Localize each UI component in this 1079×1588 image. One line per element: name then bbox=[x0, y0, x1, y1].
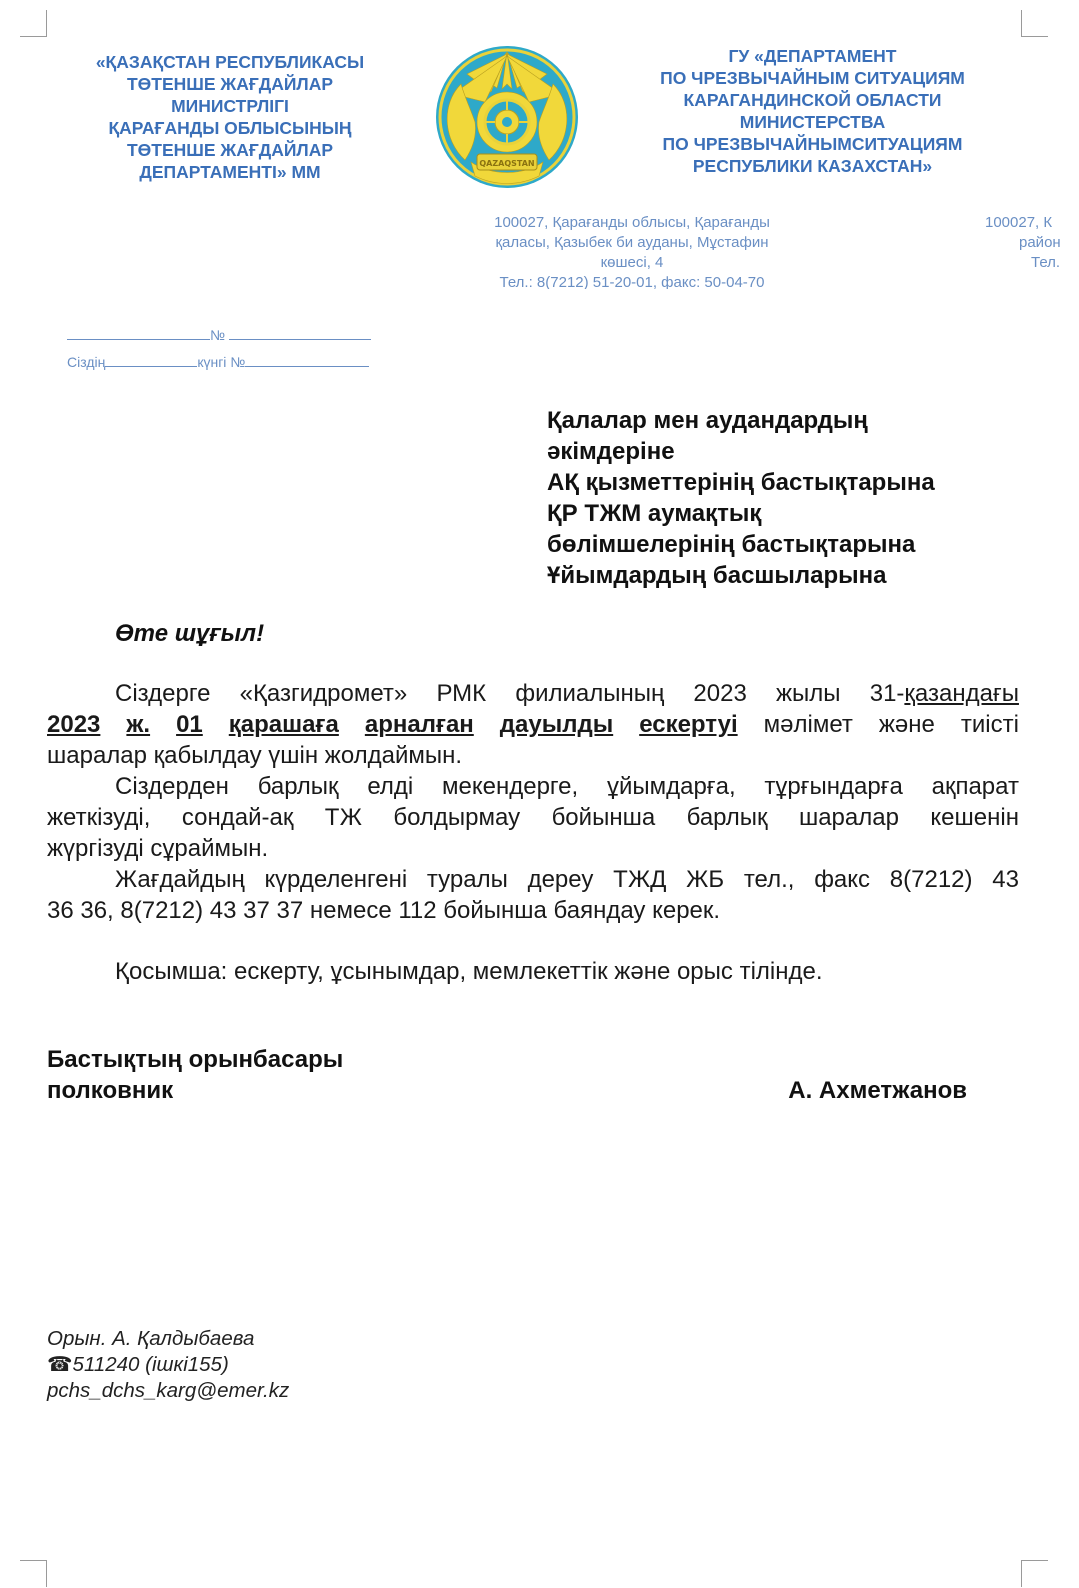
header-ru bbox=[640, 45, 985, 177]
signature-block bbox=[47, 1044, 967, 1106]
executor-phone: ☎511240 (ішкі155) bbox=[47, 1353, 229, 1376]
signer-position: Бастықтың орынбасары bbox=[47, 1046, 344, 1073]
address-ru bbox=[985, 213, 1079, 289]
address-line: 100027, К bbox=[985, 214, 1053, 231]
executor-name: Орын. А. Қалдыбаева bbox=[47, 1327, 255, 1350]
attachment-line: Қосымша: ескерту, ұсынымдар, мемлекеттік және орыс тілінде. bbox=[115, 958, 823, 985]
address-line: район bbox=[1019, 234, 1061, 251]
header-kz-line: МИНИСТРЛІГІ bbox=[171, 96, 289, 116]
header-ru-line: МИНИСТЕРСТВА bbox=[739, 112, 886, 132]
body-line: 36 36, 8(7212) 43 37 37 немесе 112 бойынша баяндау керек. bbox=[47, 897, 721, 924]
body-line: Сіздерден барлық елді мекендерге, ұйымдарға, тұрғындарға ақпарат bbox=[115, 773, 1019, 800]
page-corner-mark bbox=[1021, 1560, 1048, 1587]
addressee-line: АҚ қызметтерінің бастықтарына bbox=[547, 469, 935, 496]
date-label: күнгі № bbox=[197, 354, 246, 370]
header-ru-line: ГУ «ДЕПАРТАМЕНТ bbox=[728, 46, 897, 66]
body-line: жеткізуді, сондай-ақ ТЖ болдырмау бойынша барлық шаралар кешенін bbox=[47, 804, 1019, 831]
emblem-text: QAZAQSTAN bbox=[479, 159, 535, 168]
signer-rank: полковник bbox=[47, 1077, 174, 1104]
header-ru-line: РЕСПУБЛИКИ КАЗАХСТАН» bbox=[692, 156, 933, 176]
outgoing-number-field bbox=[67, 327, 371, 343]
address-line: Тел.: 8(7212) 51-20-01, факс: 50-04-70 bbox=[499, 274, 765, 289]
state-emblem-icon bbox=[433, 44, 581, 190]
header-kz-line: ДЕПАРТАМЕНТІ» ММ bbox=[139, 162, 321, 182]
addressee-line: Қалалар мен аудандардың bbox=[547, 407, 868, 434]
body-line: 2023 ж. 01 қарашаға арналған дауылды ескертуі мәлімет және тиісті bbox=[47, 711, 1019, 738]
body-line: шаралар қабылдау үшін жолдаймын. bbox=[47, 742, 463, 769]
page-corner-mark bbox=[1021, 10, 1048, 37]
header-kz-line: ТӨТЕНШЕ ЖАҒДАЙЛАР bbox=[126, 140, 334, 160]
executor-block bbox=[47, 1326, 289, 1404]
address-line: қаласы, Қазыбек би ауданы, Мұстафин bbox=[495, 234, 769, 251]
letter-body bbox=[47, 678, 1019, 987]
phone-icon: ☎ bbox=[47, 1353, 73, 1376]
body-line: Жағдайдың күрделенгені туралы дереу ТЖД ЖБ тел., факс 8(7212) 43 bbox=[115, 866, 1019, 893]
body-line: Сіздерге «Қазгидромет» РМК филиалының 2023 жылы 31-қазандағы bbox=[115, 680, 1019, 707]
page-corner-mark bbox=[20, 10, 47, 37]
addressee-line: ҚР ТЖМ аумақтық bbox=[547, 500, 762, 527]
date-blank bbox=[105, 354, 197, 367]
date-blank bbox=[67, 327, 210, 340]
yours-label: Сіздің bbox=[67, 354, 106, 370]
header-kz-line: «ҚАЗАҚСТАН РЕСПУБЛИКАСЫ bbox=[95, 52, 365, 72]
addressee-line: Ұйымдардың басшыларына bbox=[547, 562, 887, 589]
header-ru-line: ПО ЧРЕЗВЫЧАЙНЫМСИТУАЦИЯМ bbox=[662, 134, 963, 154]
addressee-line: бөлімшелерінің бастықтарына bbox=[547, 531, 916, 558]
body-line: жүргізуді сұраймын. bbox=[47, 835, 269, 862]
header-kz-line: ТӨТЕНШЕ ЖАҒДАЙЛАР bbox=[126, 74, 334, 94]
header-kz bbox=[80, 51, 380, 183]
header-ru-line: КАРАГАНДИНСКОЙ ОБЛАСТИ bbox=[683, 90, 942, 110]
urgency-mark: Өте шұғыл! bbox=[115, 620, 265, 647]
address-line: көшесі, 4 bbox=[600, 254, 664, 271]
addressee-block bbox=[547, 405, 1007, 591]
incoming-reference-field bbox=[67, 354, 369, 370]
header-kz-line: ҚАРАҒАНДЫ ОБЛЫСЫНЫҢ bbox=[108, 118, 352, 138]
number-blank bbox=[245, 354, 369, 367]
page-corner-mark bbox=[20, 1560, 47, 1587]
address-line: 100027, Қарағанды облысы, Қарағанды bbox=[494, 214, 770, 231]
header-ru-line: ПО ЧРЕЗВЫЧАЙНЫМ СИТУАЦИЯМ bbox=[660, 68, 965, 88]
address-kz bbox=[462, 213, 802, 289]
executor-email: pchs_dchs_karg@emer.kz bbox=[47, 1379, 290, 1402]
number-blank bbox=[229, 327, 371, 340]
address-line: Тел. bbox=[1031, 254, 1061, 271]
signer-name: А. Ахметжанов bbox=[788, 1077, 967, 1104]
addressee-line: әкімдеріне bbox=[547, 438, 675, 465]
number-label: № bbox=[210, 327, 226, 343]
